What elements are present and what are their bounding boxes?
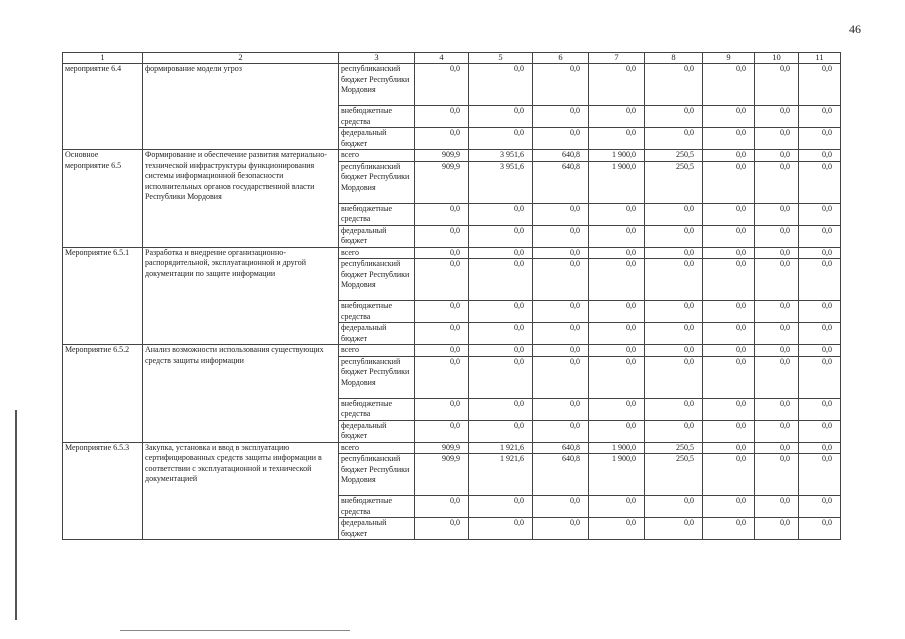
amount-cell: 0,0: [645, 356, 703, 398]
amount-cell: 909,9: [415, 161, 469, 203]
activity-title: формирование модели угроз: [143, 64, 339, 150]
funding-source: республиканский бюджет Республики Мордовия: [339, 161, 415, 203]
amount-cell: 0,0: [415, 64, 469, 106]
amount-cell: 0,0: [703, 301, 755, 323]
amount-cell: 0,0: [415, 323, 469, 345]
amount-cell: 0,0: [645, 64, 703, 106]
amount-cell: 1 900,0: [589, 150, 645, 162]
amount-cell: 0,0: [755, 454, 799, 496]
table-row: [63, 150, 841, 162]
amount-cell: 0,0: [799, 106, 841, 128]
amount-cell: 0,0: [415, 345, 469, 357]
amount-cell: 1 921,6: [469, 454, 533, 496]
amount-cell: 0,0: [703, 247, 755, 259]
amount-cell: 0,0: [755, 203, 799, 225]
amount-cell: 0,0: [533, 356, 589, 398]
amount-cell: 0,0: [703, 128, 755, 150]
amount-cell: 0,0: [589, 301, 645, 323]
amount-cell: 0,0: [703, 106, 755, 128]
column-number: 5: [469, 53, 533, 64]
column-number: 7: [589, 53, 645, 64]
amount-cell: 0,0: [589, 225, 645, 247]
amount-cell: 0,0: [415, 128, 469, 150]
scan-left-edge: [15, 410, 17, 620]
amount-cell: 0,0: [703, 64, 755, 106]
amount-cell: 0,0: [469, 64, 533, 106]
amount-cell: 0,0: [645, 323, 703, 345]
amount-cell: 0,0: [589, 420, 645, 442]
funding-source: всего: [339, 345, 415, 357]
amount-cell: 0,0: [533, 247, 589, 259]
amount-cell: 250,5: [645, 454, 703, 496]
funding-source: федеральный бюджет: [339, 420, 415, 442]
amount-cell: 0,0: [755, 150, 799, 162]
amount-cell: 0,0: [469, 518, 533, 540]
amount-cell: 0,0: [755, 398, 799, 420]
amount-cell: 640,8: [533, 150, 589, 162]
amount-cell: 0,0: [799, 518, 841, 540]
column-number-row: [63, 53, 841, 64]
amount-cell: 0,0: [755, 356, 799, 398]
amount-cell: 0,0: [799, 259, 841, 301]
amount-cell: 640,8: [533, 161, 589, 203]
amount-cell: 0,0: [755, 301, 799, 323]
amount-cell: 0,0: [415, 301, 469, 323]
table-row: [63, 64, 841, 106]
funding-source: всего: [339, 150, 415, 162]
funding-source: республиканский бюджет Республики Мордовия: [339, 454, 415, 496]
table-body: [63, 53, 841, 540]
amount-cell: 0,0: [415, 225, 469, 247]
amount-cell: 640,8: [533, 442, 589, 454]
amount-cell: 0,0: [415, 203, 469, 225]
amount-cell: 0,0: [469, 420, 533, 442]
amount-cell: 0,0: [799, 301, 841, 323]
amount-cell: 0,0: [645, 398, 703, 420]
amount-cell: 0,0: [799, 247, 841, 259]
funding-source: внебюджетные средства: [339, 106, 415, 128]
amount-cell: 0,0: [589, 203, 645, 225]
amount-cell: 0,0: [533, 301, 589, 323]
funding-source: федеральный бюджет: [339, 225, 415, 247]
amount-cell: 0,0: [469, 128, 533, 150]
activity-title: Формирование и обеспечение развития материально-технической инфраструктуры функционирования системы информационной безопасности исполнительных органов государственной власти Республики Мордовия: [143, 150, 339, 248]
table-row: [63, 345, 841, 357]
column-number: 3: [339, 53, 415, 64]
amount-cell: 0,0: [703, 259, 755, 301]
amount-cell: 0,0: [645, 128, 703, 150]
amount-cell: 0,0: [703, 442, 755, 454]
amount-cell: 909,9: [415, 442, 469, 454]
table-row: [63, 442, 841, 454]
amount-cell: 0,0: [589, 496, 645, 518]
amount-cell: 0,0: [755, 247, 799, 259]
amount-cell: 250,5: [645, 150, 703, 162]
amount-cell: 0,0: [799, 454, 841, 496]
amount-cell: 0,0: [533, 398, 589, 420]
activity-title: Закупка, установка и ввод в эксплуатацию сертифицированных средств защиты информации в соответствии с эксплуатационной и технической документацией: [143, 442, 339, 540]
funding-source: федеральный бюджет: [339, 128, 415, 150]
amount-cell: 0,0: [645, 518, 703, 540]
amount-cell: 0,0: [799, 203, 841, 225]
amount-cell: 0,0: [799, 64, 841, 106]
amount-cell: 0,0: [589, 64, 645, 106]
amount-cell: 0,0: [469, 301, 533, 323]
amount-cell: 0,0: [703, 356, 755, 398]
amount-cell: 0,0: [533, 496, 589, 518]
amount-cell: 0,0: [469, 203, 533, 225]
amount-cell: 0,0: [415, 398, 469, 420]
funding-source: федеральный бюджет: [339, 323, 415, 345]
amount-cell: 0,0: [645, 106, 703, 128]
funding-source: всего: [339, 442, 415, 454]
amount-cell: 0,0: [799, 398, 841, 420]
funding-source: всего: [339, 247, 415, 259]
amount-cell: 0,0: [589, 518, 645, 540]
amount-cell: 0,0: [799, 442, 841, 454]
activity-code: Мероприятие 6.5.3: [63, 442, 143, 540]
amount-cell: 0,0: [533, 259, 589, 301]
amount-cell: 0,0: [703, 518, 755, 540]
amount-cell: 0,0: [589, 259, 645, 301]
column-number: 1: [63, 53, 143, 64]
amount-cell: 0,0: [645, 259, 703, 301]
amount-cell: 3 951,6: [469, 161, 533, 203]
amount-cell: 0,0: [589, 323, 645, 345]
scan-bottom-mark: [120, 630, 350, 631]
page-number: 46: [849, 22, 861, 36]
amount-cell: 0,0: [755, 442, 799, 454]
activity-code: Основное мероприятие 6.5: [63, 150, 143, 248]
amount-cell: 0,0: [703, 398, 755, 420]
funding-source: федеральный бюджет: [339, 518, 415, 540]
amount-cell: 0,0: [415, 518, 469, 540]
amount-cell: 250,5: [645, 161, 703, 203]
column-number: 9: [703, 53, 755, 64]
column-number: 8: [645, 53, 703, 64]
amount-cell: 0,0: [469, 398, 533, 420]
amount-cell: 250,5: [645, 442, 703, 454]
amount-cell: 0,0: [589, 356, 645, 398]
amount-cell: 0,0: [533, 64, 589, 106]
amount-cell: 0,0: [755, 128, 799, 150]
amount-cell: 0,0: [799, 356, 841, 398]
table-row: [63, 247, 841, 259]
amount-cell: 1 900,0: [589, 454, 645, 496]
amount-cell: 0,0: [799, 323, 841, 345]
amount-cell: 0,0: [755, 64, 799, 106]
amount-cell: 0,0: [469, 259, 533, 301]
amount-cell: 0,0: [645, 203, 703, 225]
activity-code: Мероприятие 6.5.1: [63, 247, 143, 345]
amount-cell: 0,0: [755, 106, 799, 128]
amount-cell: 0,0: [533, 106, 589, 128]
amount-cell: 0,0: [533, 203, 589, 225]
budget-table: [62, 52, 841, 540]
amount-cell: 0,0: [799, 161, 841, 203]
amount-cell: 0,0: [703, 345, 755, 357]
amount-cell: 0,0: [469, 106, 533, 128]
amount-cell: 0,0: [645, 247, 703, 259]
amount-cell: 0,0: [589, 128, 645, 150]
amount-cell: 0,0: [533, 345, 589, 357]
column-number: 10: [755, 53, 799, 64]
column-number: 6: [533, 53, 589, 64]
amount-cell: 0,0: [645, 301, 703, 323]
amount-cell: 0,0: [755, 345, 799, 357]
amount-cell: 0,0: [755, 420, 799, 442]
activity-code: Мероприятие 6.5.2: [63, 345, 143, 443]
amount-cell: 640,8: [533, 454, 589, 496]
amount-cell: 0,0: [469, 323, 533, 345]
amount-cell: 0,0: [645, 420, 703, 442]
activity-code: мероприятие 6.4: [63, 64, 143, 150]
amount-cell: 0,0: [799, 345, 841, 357]
amount-cell: 0,0: [415, 420, 469, 442]
amount-cell: 0,0: [645, 225, 703, 247]
amount-cell: 0,0: [589, 106, 645, 128]
amount-cell: 0,0: [415, 356, 469, 398]
amount-cell: 0,0: [469, 356, 533, 398]
funding-source: внебюджетные средства: [339, 398, 415, 420]
amount-cell: 0,0: [415, 106, 469, 128]
amount-cell: 0,0: [645, 496, 703, 518]
funding-source: внебюджетные средства: [339, 301, 415, 323]
amount-cell: 1 900,0: [589, 442, 645, 454]
amount-cell: 0,0: [755, 161, 799, 203]
amount-cell: 0,0: [755, 225, 799, 247]
amount-cell: 0,0: [415, 247, 469, 259]
amount-cell: 3 951,6: [469, 150, 533, 162]
amount-cell: 0,0: [589, 247, 645, 259]
amount-cell: 0,0: [755, 496, 799, 518]
amount-cell: 0,0: [415, 259, 469, 301]
funding-source: республиканский бюджет Республики Мордовия: [339, 356, 415, 398]
amount-cell: 0,0: [799, 225, 841, 247]
amount-cell: 0,0: [469, 225, 533, 247]
amount-cell: 0,0: [533, 128, 589, 150]
amount-cell: 0,0: [589, 398, 645, 420]
amount-cell: 0,0: [703, 420, 755, 442]
amount-cell: 1 900,0: [589, 161, 645, 203]
column-number: 11: [799, 53, 841, 64]
amount-cell: 0,0: [755, 323, 799, 345]
amount-cell: 0,0: [799, 420, 841, 442]
amount-cell: 0,0: [703, 225, 755, 247]
amount-cell: 0,0: [703, 150, 755, 162]
column-number: 2: [143, 53, 339, 64]
amount-cell: 0,0: [415, 496, 469, 518]
funding-source: республиканский бюджет Республики Мордовия: [339, 64, 415, 106]
amount-cell: 0,0: [703, 323, 755, 345]
amount-cell: 909,9: [415, 454, 469, 496]
amount-cell: 0,0: [799, 150, 841, 162]
amount-cell: 0,0: [755, 518, 799, 540]
funding-source: республиканский бюджет Республики Мордовия: [339, 259, 415, 301]
activity-title: Анализ возможности использования существующих средств защиты информации: [143, 345, 339, 443]
amount-cell: 0,0: [589, 345, 645, 357]
amount-cell: 0,0: [533, 518, 589, 540]
amount-cell: 0,0: [799, 128, 841, 150]
amount-cell: 0,0: [469, 496, 533, 518]
amount-cell: 1 921,6: [469, 442, 533, 454]
amount-cell: 0,0: [533, 225, 589, 247]
amount-cell: 0,0: [703, 161, 755, 203]
amount-cell: 0,0: [533, 420, 589, 442]
funding-source: внебюджетные средства: [339, 203, 415, 225]
funding-source: внебюджетные средства: [339, 496, 415, 518]
amount-cell: 0,0: [703, 203, 755, 225]
amount-cell: 0,0: [469, 247, 533, 259]
column-number: 4: [415, 53, 469, 64]
amount-cell: 0,0: [645, 345, 703, 357]
amount-cell: 0,0: [703, 496, 755, 518]
amount-cell: 909,9: [415, 150, 469, 162]
amount-cell: 0,0: [703, 454, 755, 496]
amount-cell: 0,0: [533, 323, 589, 345]
amount-cell: 0,0: [755, 259, 799, 301]
activity-title: Разработка и внедрение организационно-распорядительной, эксплуатационной и другой документации по защите информации: [143, 247, 339, 345]
amount-cell: 0,0: [469, 345, 533, 357]
amount-cell: 0,0: [799, 496, 841, 518]
